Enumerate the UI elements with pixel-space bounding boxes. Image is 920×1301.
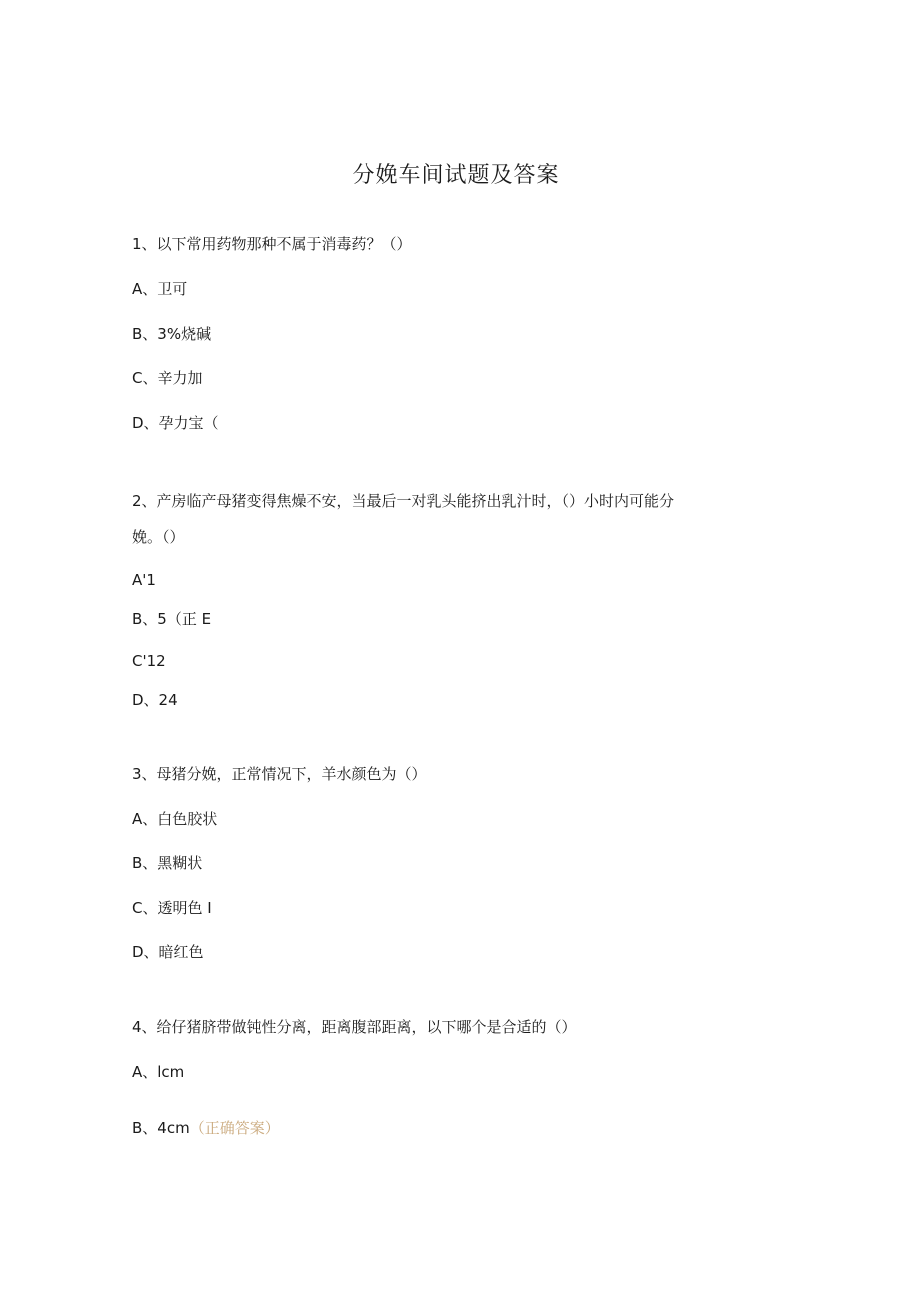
question-2-option-a: A'1 bbox=[132, 571, 156, 589]
question-3-option-b: B、黑糊状 bbox=[132, 854, 203, 872]
question-2-option-b: B、5（正 E bbox=[132, 610, 212, 628]
question-3-stem: 3、母猪分娩，正常情况下，羊水颜色为（） bbox=[132, 765, 427, 783]
question-4-option-b-label: B、4cm bbox=[132, 1119, 190, 1137]
question-1-stem: 1、以下常用药物那种不属于消毒药？（） bbox=[132, 235, 412, 253]
question-1-option-c: C、辛力加 bbox=[132, 369, 203, 387]
question-2-stem-line-2: 娩。（） bbox=[132, 528, 185, 546]
question-1-option-d: D、孕力宝（ bbox=[132, 414, 219, 432]
question-1-option-b: B、3%烧碱 bbox=[132, 325, 212, 343]
question-4-stem: 4、给仔猪脐带做钝性分离，距离腹部距离，以下哪个是合适的（） bbox=[132, 1018, 577, 1036]
correct-answer-marker: （正确答案） bbox=[189, 1119, 280, 1137]
question-4-option-b bbox=[132, 1118, 280, 1138]
question-4-option-a: A、lcm bbox=[132, 1063, 185, 1081]
question-1-option-a: A、卫可 bbox=[132, 280, 188, 298]
question-2-stem-line-1: 2、产房临产母猪变得焦燥不安，当最后一对乳头能挤出乳汁时，（）小时内可能分 bbox=[132, 492, 675, 510]
question-3-option-c: C、透明色 I bbox=[132, 899, 212, 917]
question-2-option-c: C'12 bbox=[132, 652, 166, 670]
question-2-option-d: D、24 bbox=[132, 691, 178, 709]
question-3-option-d: D、暗红色 bbox=[132, 943, 204, 961]
question-3-option-a: A、白色胶状 bbox=[132, 810, 218, 828]
page-title: 分娩车间试题及答案 bbox=[352, 163, 560, 188]
